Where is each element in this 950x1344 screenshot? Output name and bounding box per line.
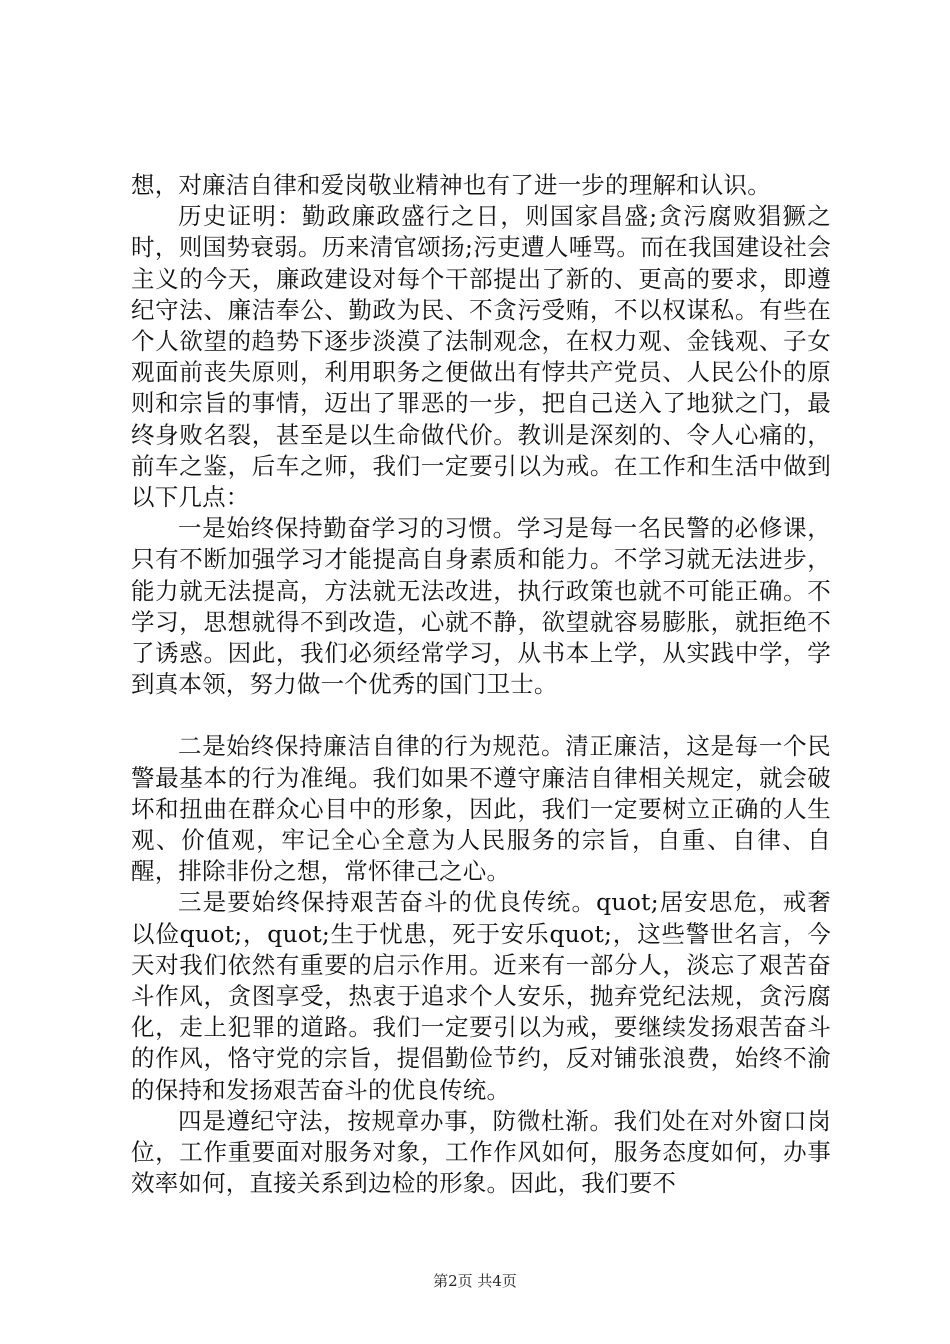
paragraph-continuation: 想，对廉洁自律和爱岗敬业精神也有了进一步的理解和认识。 [131, 171, 771, 199]
paragraph-spacer [131, 700, 831, 731]
paragraph-history: 历史证明：勤政廉政盛行之日，则国家昌盛;贪污腐败猖獗之时，则国势衰弱。历来清官颂扬;污吏遭人唾骂。而在我国建设社会主义的今天，廉政建设对每个干部提出了新的、更高的要求，即遵纪守法、廉洁奉公、勤政为民、不贪污受贿，不以权谋私。有些在个人欲望的趋势下逐步淡漠了法制观念，在权力观、金钱观、子女观面前丧失原则，利用职务之便做出有悖共产党员、人民公仆的原则和宗旨的事情，迈出了罪恶的一步，把自己送入了地狱之门，最终身败名裂，甚至是以生命做代价。教训是深刻的、令人心痛的，前车之鉴，后车之师，我们一定要引以为戒。在工作和生活中做到以下几点： [131, 202, 831, 512]
paragraph-point-one: 一是始终保持勤奋学习的习惯。学习是每一名民警的必修课，只有不断加强学习才能提高自身素质和能力。不学习就无法进步，能力就无法提高，方法就无法改进，执行政策也就不可能正确。不学习，思想就得不到改造，心就不静，欲望就容易膨胀，就拒绝不了诱惑。因此，我们必须经常学习，从书本上学，从实践中学，学到真本领，努力做一个优秀的国门卫士。 [131, 514, 831, 699]
paragraph-point-three: 三是要始终保持艰苦奋斗的优良传统。quot;居安思危，戒奢以俭quot;，quot;生于忧患，死于安乐quot;，这些警世名言，今天对我们依然有重要的启示作用。近来有一部分人，淡忘了艰苦奋斗作风，贪图享受，热衷于追求个人安乐，抛弃党纪法规，贪污腐化，走上犯罪的道路。我们一定要引以为戒，要继续发扬艰苦奋斗的作风，恪守党的宗旨，提倡勤俭节约，反对铺张浪费，始终不渝的保持和发扬艰苦奋斗的优良传统。 [131, 888, 831, 1104]
paragraph-point-four: 四是遵纪守法，按规章办事，防微杜渐。我们处在对外窗口岗位，工作重要面对服务对象，工作作风如何，服务态度如何，办事效率如何，直接关系到边检的形象。因此，我们要不 [131, 1106, 831, 1198]
paragraph-point-two: 二是始终保持廉洁自律的行为规范。清正廉洁，这是每一个民警最基本的行为准绳。我们如果不遵守廉洁自律相关规定，就会破坏和扭曲在群众心目中的形象，因此，我们一定要树立正确的人生观、价值观，牢记全心全意为人民服务的宗旨，自重、自律、自醒，排除非份之想，常怀律己之心。 [131, 732, 831, 886]
page-number-footer: 第2页 共4页 [433, 1272, 517, 1290]
document-body [131, 170, 831, 1200]
